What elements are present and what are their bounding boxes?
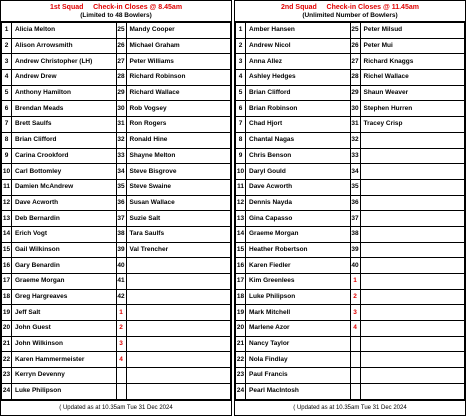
entry-number: 8 xyxy=(236,132,246,148)
squad-1-footer: ( Updated as at 10.35am Tue 31 Dec 2024 xyxy=(1,400,231,415)
table-row xyxy=(236,211,465,227)
entry-number: 1 xyxy=(2,23,12,39)
entry-number: 3 xyxy=(2,54,12,70)
bowler-name: Dave Acworth xyxy=(246,179,351,195)
bowler-name: Brian Clifford xyxy=(246,85,351,101)
entry-number: 12 xyxy=(2,195,12,211)
entry-number: 9 xyxy=(236,148,246,164)
table-row xyxy=(2,117,231,133)
bowler-name: Daryl Gould xyxy=(246,164,351,180)
bowler-name: Anthony Hamilton xyxy=(12,85,117,101)
table-row xyxy=(236,242,465,258)
entry-number: 10 xyxy=(236,164,246,180)
bowler-name: Gail Wilkinson xyxy=(12,242,117,258)
entry-number: 9 xyxy=(2,148,12,164)
bowler-name xyxy=(126,274,231,290)
bowler-name: Deb Bernardin xyxy=(12,211,117,227)
entry-number: 25 xyxy=(116,23,126,39)
bowler-name: Richel Wallace xyxy=(360,70,465,86)
entry-number: 19 xyxy=(236,305,246,321)
bowler-name: Suzie Salt xyxy=(126,211,231,227)
bowler-name xyxy=(360,179,465,195)
table-row xyxy=(236,101,465,117)
entry-number: 7 xyxy=(2,117,12,133)
table-row xyxy=(2,258,231,274)
squad-2-title: 2nd Squad xyxy=(281,3,317,11)
reserve-number: 2 xyxy=(350,289,360,305)
bowler-name: Shaun Weaver xyxy=(360,85,465,101)
entry-number: 5 xyxy=(236,85,246,101)
bowler-name: Luke Philipson xyxy=(246,289,351,305)
table-row xyxy=(2,70,231,86)
bowler-name xyxy=(126,258,231,274)
entry-number: 18 xyxy=(236,289,246,305)
bowler-name: Brendan Meads xyxy=(12,101,117,117)
entry-number: 40 xyxy=(116,258,126,274)
entry-number: 20 xyxy=(2,321,12,337)
reserve-number: 2 xyxy=(116,321,126,337)
table-row xyxy=(236,305,465,321)
bowler-name: Marlene Azor xyxy=(246,321,351,337)
entry-number: 8 xyxy=(2,132,12,148)
entry-number: 6 xyxy=(2,101,12,117)
entry-number: 29 xyxy=(350,85,360,101)
bowler-name: Ron Rogers xyxy=(126,117,231,133)
table-row xyxy=(236,289,465,305)
table-row xyxy=(2,164,231,180)
entry-number: 26 xyxy=(116,38,126,54)
bowler-name: Luke Philipson xyxy=(12,383,117,399)
bowler-name: Nancy Taylor xyxy=(246,336,351,352)
squad-1-panel xyxy=(0,0,232,416)
reserve-number: 3 xyxy=(116,336,126,352)
entry-number: 6 xyxy=(236,101,246,117)
bowler-name: Shayne Melton xyxy=(126,148,231,164)
entry-number: 32 xyxy=(350,132,360,148)
reserve-number: 1 xyxy=(116,305,126,321)
table-row xyxy=(236,336,465,352)
entry-number: 31 xyxy=(116,117,126,133)
reserve-number: 3 xyxy=(350,305,360,321)
entry-number: 22 xyxy=(2,352,12,368)
bowler-name: Richard Knaggs xyxy=(360,54,465,70)
entry-number xyxy=(116,383,126,399)
table-row xyxy=(2,211,231,227)
entry-number: 28 xyxy=(116,70,126,86)
bowler-name: Chad Hjort xyxy=(246,117,351,133)
table-row xyxy=(236,321,465,337)
bowler-name: Ashley Hedges xyxy=(246,70,351,86)
table-row xyxy=(236,368,465,384)
bowler-name: Brian Robinson xyxy=(246,101,351,117)
entry-number: 29 xyxy=(116,85,126,101)
bowler-name: Carl Bottomley xyxy=(12,164,117,180)
table-row xyxy=(2,85,231,101)
entry-number: 21 xyxy=(2,336,12,352)
entry-number: 17 xyxy=(236,274,246,290)
bowler-name xyxy=(126,336,231,352)
bowler-name xyxy=(360,164,465,180)
squad-1-limit: (Limited to 48 Bowlers) xyxy=(80,11,152,19)
table-row xyxy=(236,274,465,290)
table-row xyxy=(236,164,465,180)
bowler-name: Kerryn Devenny xyxy=(12,368,117,384)
bowler-name: Peter Milsud xyxy=(360,23,465,39)
table-row xyxy=(236,85,465,101)
bowler-name: Jeff Salt xyxy=(12,305,117,321)
entry-number: 34 xyxy=(350,164,360,180)
entry-number: 14 xyxy=(236,226,246,242)
entry-number: 12 xyxy=(236,195,246,211)
bowler-name xyxy=(126,383,231,399)
entry-number: 5 xyxy=(2,85,12,101)
bowler-name: John Wilkinson xyxy=(12,336,117,352)
bowler-name: Erich Vogt xyxy=(12,226,117,242)
table-row xyxy=(2,352,231,368)
entry-number: 3 xyxy=(236,54,246,70)
entry-number: 40 xyxy=(350,258,360,274)
bowler-name xyxy=(360,289,465,305)
squad-2-checkin: Check-in Closes @ 11.45am xyxy=(326,3,419,11)
table-row xyxy=(2,289,231,305)
bowler-name: Ronald Hine xyxy=(126,132,231,148)
bowler-name xyxy=(126,368,231,384)
bowler-name: Dave Acworth xyxy=(12,195,117,211)
bowler-name: Andrew Christopher (LH) xyxy=(12,54,117,70)
table-row xyxy=(236,54,465,70)
entry-number: 16 xyxy=(236,258,246,274)
bowler-name: Amber Hansen xyxy=(246,23,351,39)
table-row xyxy=(2,38,231,54)
entry-number xyxy=(350,336,360,352)
reserve-number: 1 xyxy=(350,274,360,290)
entry-number: 33 xyxy=(116,148,126,164)
squad-1-title: 1st Squad xyxy=(49,3,84,11)
entry-number: 10 xyxy=(2,164,12,180)
bowler-name: John Guest xyxy=(12,321,117,337)
bowler-name xyxy=(360,195,465,211)
table-row xyxy=(236,117,465,133)
bowler-name: Stephen Hurren xyxy=(360,101,465,117)
entry-number: 11 xyxy=(2,179,12,195)
bowler-name xyxy=(360,352,465,368)
entry-number: 35 xyxy=(116,179,126,195)
bowler-name xyxy=(360,336,465,352)
table-row xyxy=(2,195,231,211)
bowler-name: Paul Francis xyxy=(246,368,351,384)
table-row xyxy=(236,38,465,54)
entry-number: 30 xyxy=(116,101,126,117)
entry-number: 17 xyxy=(2,274,12,290)
bowler-name: Dennis Nayda xyxy=(246,195,351,211)
entry-number: 4 xyxy=(2,70,12,86)
bowler-name: Richard Wallace xyxy=(126,85,231,101)
table-row xyxy=(2,23,231,39)
entry-number: 1 xyxy=(236,23,246,39)
table-row xyxy=(2,148,231,164)
entry-number: 35 xyxy=(350,179,360,195)
table-row xyxy=(236,148,465,164)
entry-number: 24 xyxy=(236,383,246,399)
bowler-name: Rob Vogsey xyxy=(126,101,231,117)
table-row xyxy=(2,305,231,321)
bowler-name: Peter Williams xyxy=(126,54,231,70)
table-row xyxy=(2,336,231,352)
bowler-name: Richard Robinson xyxy=(126,70,231,86)
entry-number: 19 xyxy=(2,305,12,321)
bowler-name xyxy=(360,305,465,321)
entry-number xyxy=(350,352,360,368)
entry-number: 34 xyxy=(116,164,126,180)
bowler-name: Alison Arrowsmith xyxy=(12,38,117,54)
bowler-name xyxy=(360,274,465,290)
bowler-name: Chantal Nagas xyxy=(246,132,351,148)
bowler-name: Karen Fiedler xyxy=(246,258,351,274)
entry-number: 36 xyxy=(350,195,360,211)
entry-number: 15 xyxy=(236,242,246,258)
reserve-number: 4 xyxy=(116,352,126,368)
bowler-name: Steve Swaine xyxy=(126,179,231,195)
table-row xyxy=(2,383,231,399)
bowler-name: Susan Wallace xyxy=(126,195,231,211)
table-row xyxy=(2,132,231,148)
table-row xyxy=(236,226,465,242)
table-row xyxy=(236,383,465,399)
bowler-name: Nola Findlay xyxy=(246,352,351,368)
table-row xyxy=(2,321,231,337)
entry-number: 14 xyxy=(2,226,12,242)
table-row xyxy=(236,23,465,39)
entry-number: 15 xyxy=(2,242,12,258)
entry-number: 39 xyxy=(350,242,360,258)
entry-number: 7 xyxy=(236,117,246,133)
squad-2-panel xyxy=(234,0,466,416)
bowler-name xyxy=(126,352,231,368)
bowler-name: Peter Mui xyxy=(360,38,465,54)
entry-number: 2 xyxy=(236,38,246,54)
entry-number: 25 xyxy=(350,23,360,39)
entry-number: 2 xyxy=(2,38,12,54)
entry-number: 22 xyxy=(236,352,246,368)
entry-number: 11 xyxy=(236,179,246,195)
entry-number: 23 xyxy=(2,368,12,384)
bowler-name: Steve Bisgrove xyxy=(126,164,231,180)
bowler-name: Gina Capasso xyxy=(246,211,351,227)
entry-number xyxy=(350,383,360,399)
bowler-name xyxy=(126,321,231,337)
bowler-name: Karen Hammermeister xyxy=(12,352,117,368)
entry-number: 42 xyxy=(116,289,126,305)
squad-1-table xyxy=(1,22,231,400)
entry-number: 39 xyxy=(116,242,126,258)
bowler-name: Pearl MacIntosh xyxy=(246,383,351,399)
bowler-name: Brian Clifford xyxy=(12,132,117,148)
bowler-name: Damien McAndrew xyxy=(12,179,117,195)
entry-number: 13 xyxy=(2,211,12,227)
bowler-name xyxy=(360,132,465,148)
entry-number: 20 xyxy=(236,321,246,337)
table-row xyxy=(2,179,231,195)
table-row xyxy=(2,242,231,258)
bowler-name xyxy=(126,289,231,305)
bowler-name: Kim Greenlees xyxy=(246,274,351,290)
bowler-name: Andrew Drew xyxy=(12,70,117,86)
squad-2-header xyxy=(235,1,465,22)
bowler-name: Val Trencher xyxy=(126,242,231,258)
squad-2-footer: ( Updated as at 10.35am Tue 31 Dec 2024 xyxy=(235,400,465,415)
entry-number: 30 xyxy=(350,101,360,117)
table-row xyxy=(2,226,231,242)
squad-2-table xyxy=(235,22,465,400)
bowler-name xyxy=(360,148,465,164)
table-row xyxy=(2,54,231,70)
entry-number: 24 xyxy=(2,383,12,399)
entry-number: 18 xyxy=(2,289,12,305)
entry-number: 31 xyxy=(350,117,360,133)
entry-number: 4 xyxy=(236,70,246,86)
bowler-name xyxy=(360,258,465,274)
entry-number: 28 xyxy=(350,70,360,86)
bowler-name: Graeme Morgan xyxy=(246,226,351,242)
bowler-name xyxy=(360,368,465,384)
table-row xyxy=(236,195,465,211)
entry-number xyxy=(116,368,126,384)
bowler-name: Greg Hargreaves xyxy=(12,289,117,305)
bowler-name: Chris Benson xyxy=(246,148,351,164)
bowler-name: Gary Benardin xyxy=(12,258,117,274)
bowler-name xyxy=(126,305,231,321)
bowler-name: Graeme Morgan xyxy=(12,274,117,290)
entry-number: 16 xyxy=(2,258,12,274)
bowler-name xyxy=(360,226,465,242)
bowler-name: Carina Crookford xyxy=(12,148,117,164)
entry-number: 27 xyxy=(116,54,126,70)
entry-number: 26 xyxy=(350,38,360,54)
entry-number: 32 xyxy=(116,132,126,148)
entry-number: 38 xyxy=(116,226,126,242)
bowler-name: Michael Graham xyxy=(126,38,231,54)
bowler-name xyxy=(360,211,465,227)
squad-1-header xyxy=(1,1,231,22)
entry-number xyxy=(350,368,360,384)
bowler-name: Anna Allez xyxy=(246,54,351,70)
bowler-name: Andrew Nicol xyxy=(246,38,351,54)
entry-number: 36 xyxy=(116,195,126,211)
table-row xyxy=(236,258,465,274)
bowler-name xyxy=(360,321,465,337)
entry-number: 41 xyxy=(116,274,126,290)
entry-number: 37 xyxy=(116,211,126,227)
bowler-name: Mandy Cooper xyxy=(126,23,231,39)
entry-number: 23 xyxy=(236,368,246,384)
table-row xyxy=(2,101,231,117)
bowler-name: Tracey Crisp xyxy=(360,117,465,133)
entry-number: 38 xyxy=(350,226,360,242)
table-row xyxy=(236,179,465,195)
bowler-name: Brett Saulfs xyxy=(12,117,117,133)
table-row xyxy=(236,132,465,148)
entry-number: 37 xyxy=(350,211,360,227)
bowler-name: Heather Robertson xyxy=(246,242,351,258)
squad-2-limit: (Unlimited Number of Bowlers) xyxy=(302,11,398,19)
bowler-name xyxy=(360,242,465,258)
bowler-name: Alicia Melton xyxy=(12,23,117,39)
entry-number: 33 xyxy=(350,148,360,164)
entry-number: 27 xyxy=(350,54,360,70)
table-row xyxy=(236,352,465,368)
table-row xyxy=(2,368,231,384)
table-row xyxy=(236,70,465,86)
entry-number: 21 xyxy=(236,336,246,352)
squad-1-checkin: Check-in Closes @ 8.45am xyxy=(93,3,183,11)
bowler-name xyxy=(360,383,465,399)
bowler-name: Mark Mitchell xyxy=(246,305,351,321)
reserve-number: 4 xyxy=(350,321,360,337)
table-row xyxy=(2,274,231,290)
entry-number: 13 xyxy=(236,211,246,227)
bowler-name: Tara Saulfs xyxy=(126,226,231,242)
